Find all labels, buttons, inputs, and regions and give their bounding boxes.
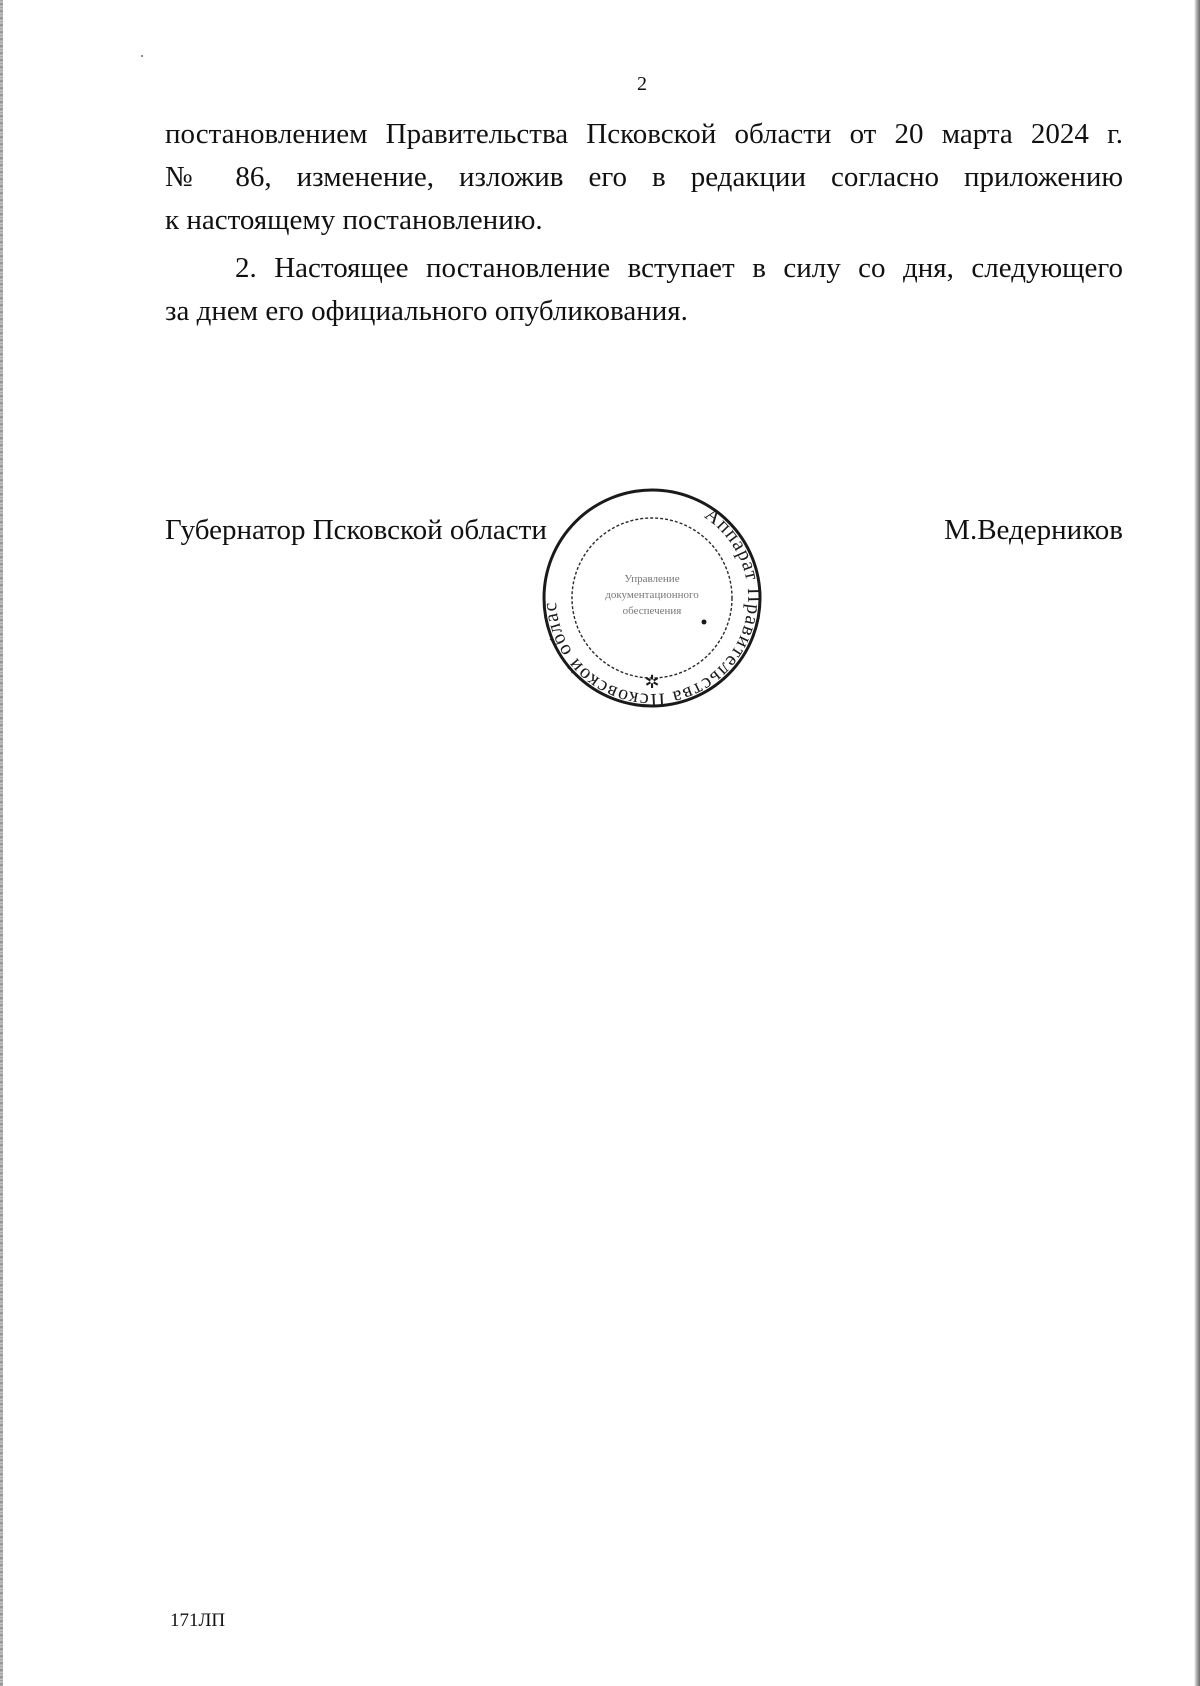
- signatory-name: М.Ведерников: [944, 514, 1123, 546]
- paragraph-2-line-2: за днем его официального опубликования.: [165, 295, 688, 327]
- seal-inner-line-3: обеспечения: [622, 605, 682, 617]
- seal-inner-line-2: документационного: [605, 589, 699, 601]
- paragraph-1-line-2: № 86, изменение, изложив его в редакции согласно приложению: [165, 161, 1123, 193]
- document-footer-code: 171ЛП: [170, 1610, 226, 1631]
- paragraph-1: [165, 113, 1123, 242]
- scan-edge-left: [0, 0, 3, 1686]
- paragraph-2: [165, 247, 1123, 333]
- scan-speck: [141, 55, 143, 57]
- paragraph-2-line-1: 2. Настоящее постановление вступает в силу со дня, следующего: [235, 252, 1123, 284]
- scan-edge-right: [1194, 0, 1200, 1686]
- signatory-position: Губернатор Псковской области: [165, 514, 547, 546]
- seal-graphic: [540, 486, 764, 710]
- seal-dot: [702, 620, 707, 625]
- paragraph-1-line-3: к настоящему постановлению.: [165, 204, 543, 236]
- page-number: 2: [637, 73, 647, 95]
- seal-star-icon: ✲: [644, 672, 660, 693]
- official-seal-stamp: [540, 486, 764, 710]
- seal-outer-text: Аппарат Правительства Псковской облас: [540, 503, 764, 710]
- seal-inner-line-1: Управление: [624, 573, 680, 585]
- paragraph-1-line-1: постановлением Правительства Псковской области от 20 марта 2024 г.: [165, 118, 1123, 150]
